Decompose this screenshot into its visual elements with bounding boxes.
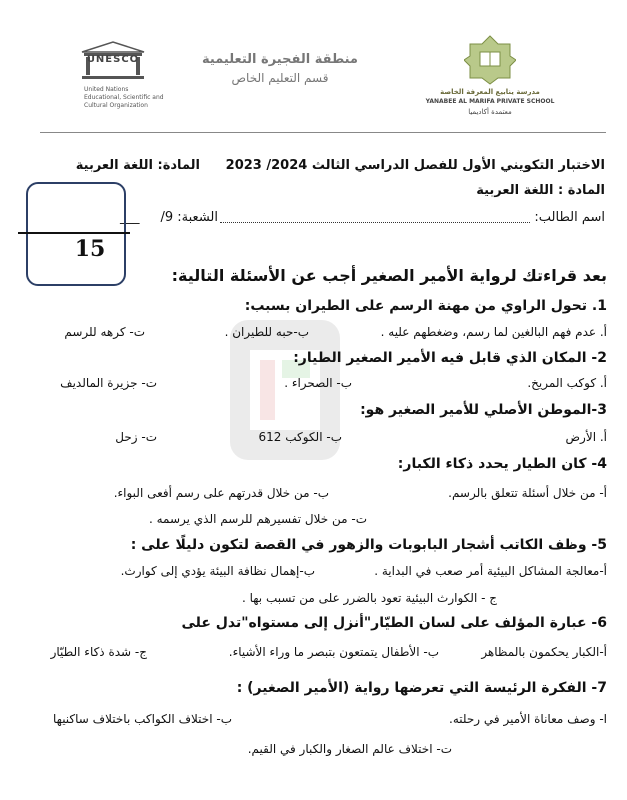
q5-option-a[interactable]: أ-معالجة المشاكل البيئية أمر صعب في البداية . (374, 564, 607, 578)
q2-option-a[interactable]: أ. كوكب المريخ. (527, 376, 607, 390)
question-2: 2- المكان الذي قابل فيه الأمير الصغير الطيار: (293, 350, 607, 366)
q6-option-c[interactable]: ج- شدة ذكاء الطيّار (50, 645, 147, 659)
q1-option-c[interactable]: ت- كرهه للرسم (64, 325, 145, 339)
student-name-label: اسم الطالب: (534, 210, 605, 225)
question-4: 4- كان الطيار يحدد ذكاء الكبار: (397, 456, 607, 472)
school-logo (464, 34, 516, 86)
q3-option-c[interactable]: ت- زحل (115, 430, 157, 444)
unesco-caption (84, 86, 184, 110)
q4-option-c[interactable]: ت- من خلال تفسيرهم للرسم الذي يرسمه . (148, 512, 367, 526)
question-3: 3-الموطن الأصلي للأمير الصغير هو: (360, 402, 607, 418)
student-name-field[interactable] (220, 222, 530, 223)
section-field[interactable]: ___ (120, 210, 140, 225)
question-7: 7- الفكرة الرئيسة التي تعرضها رواية (الأمير الصغير) : (236, 680, 607, 696)
q4-option-a[interactable]: أ- من خلال أسئلة تتعلق بالرسم. (448, 486, 607, 500)
unesco-line-3: Cultural Organization (84, 102, 148, 109)
q3-option-a[interactable]: أ. الأرض (565, 430, 607, 444)
section-name: قسم التعليم الخاص (231, 71, 329, 85)
q5-option-c[interactable]: ج - الكوارث البيئية تعود بالضرر على من تسبب بها . (241, 591, 497, 605)
school-emblem-icon (464, 34, 516, 86)
subject-line: المادة : اللغة العربية (476, 183, 605, 198)
header-divider (40, 132, 606, 133)
instruction-heading: بعد قراءتك لرواية الأمير الصغير أجب عن الأسئلة التالية: (171, 266, 607, 285)
question-1: 1. تحول الراوي من مهنة الرسم على الطيران بسبب: (244, 298, 607, 314)
unesco-wordmark: UNESCO (86, 54, 140, 65)
question-6: 6- عبارة المؤلف على لسان الطيّار"أنزل إلى مستواه"تدل على (181, 615, 607, 631)
unesco-line-2: Educational, Scientific and (84, 94, 164, 101)
exam-title: الاختبار التكويني الأول للفصل الدراسي الثالث 2024/ 2023 (225, 158, 605, 173)
subject-inline: المادة: اللغة العربية (75, 158, 200, 173)
q5-option-b[interactable]: ب-إهمال نظافة البيئة يؤدي إلى كوارث. (120, 564, 315, 578)
score-divider-line (18, 232, 130, 234)
q6-option-a[interactable]: أ-الكبار يحكمون بالمظاهر (481, 645, 607, 659)
score-box (26, 182, 126, 286)
q7-option-a[interactable]: ا- وصف معاناة الأمير في رحلته. (449, 712, 607, 726)
school-name-en: YANABEE AL MARIFA PRIVATE SCHOOL (425, 98, 555, 105)
region-name: منطقة الفجيرة التعليمية (202, 52, 358, 67)
q2-option-b[interactable]: ب- الصحراء . (284, 376, 352, 390)
school-name-ar: مدرسة ينابيع المعرفة الخاصة (440, 88, 540, 96)
q4-option-b[interactable]: ب- من خلال قدرتهم على رسم أفعى البواء. (113, 486, 329, 500)
accredited-label: معتمدة أكاديميا (468, 108, 512, 116)
q1-option-b[interactable]: ب-حبه للطيران . (224, 325, 309, 339)
section-label: الشعبة: 9/ (160, 210, 218, 225)
q7-option-c[interactable]: ت- اختلاف عالم الصغار والكبار في القيم. (247, 742, 452, 756)
q2-option-c[interactable]: ت- جزيرة المالديف (60, 376, 157, 390)
score-total: 15 (74, 236, 106, 262)
question-5: 5- وظف الكاتب أشجار البابوبات والزهور في القصة لتكون دليلًا على : (130, 537, 607, 553)
unesco-line-1: United Nations (84, 86, 129, 93)
q6-option-b[interactable]: ب- الأطفال يتمتعون بتبصر ما وراء الأشياء. (228, 645, 439, 659)
q1-option-a[interactable]: أ. عدم فهم البالغين لما رسم، وضغطهم عليه . (380, 325, 607, 339)
q3-option-b[interactable]: ب- الكوكب 612 (258, 430, 342, 444)
q7-option-b[interactable]: ب- اختلاف الكواكب باختلاف ساكنيها (53, 712, 232, 726)
